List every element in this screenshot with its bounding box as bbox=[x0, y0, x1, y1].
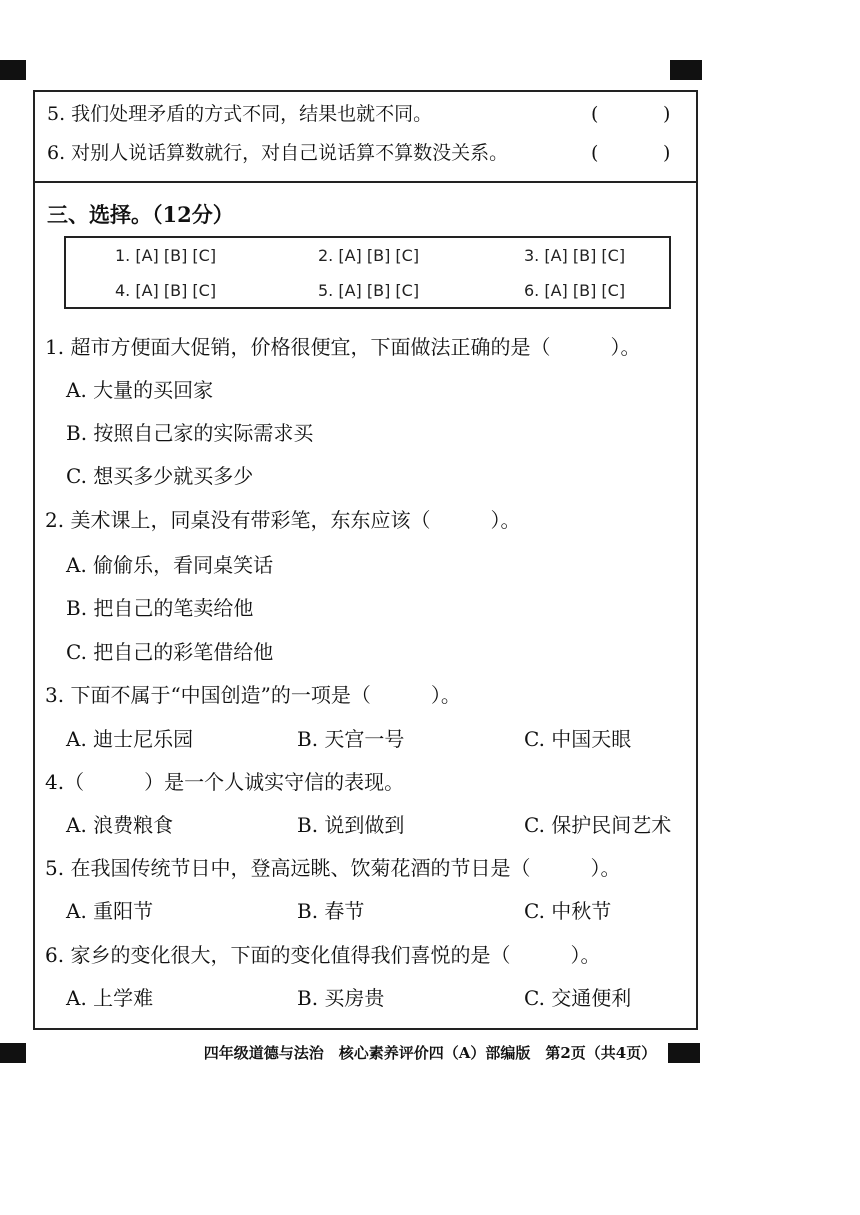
true-false-text: 6. 对别人说话算数就行，对自己说话算不算数没关系。 bbox=[47, 142, 509, 164]
true-false-text: 5. 我们处理矛盾的方式不同，结果也就不同。 bbox=[47, 103, 433, 125]
question-stem: 2. 美术课上，同桌没有带彩笔，东东应该（ ）。 bbox=[45, 508, 521, 532]
question-stem: 1. 超市方便面大促销，价格很便宜，下面做法正确的是（ ）。 bbox=[45, 335, 641, 359]
answer-paren-open: ( bbox=[591, 142, 599, 164]
question-option: B. 天宫一号 bbox=[297, 727, 405, 751]
question-stem: 4.（ ）是一个人诚实守信的表现。 bbox=[45, 770, 405, 794]
answer-bubble-row[interactable]: 4. [A] [B] [C] bbox=[115, 281, 217, 300]
question-option: A. 大量的买回家 bbox=[66, 378, 214, 402]
answer-bubble-row[interactable]: 1. [A] [B] [C] bbox=[115, 246, 217, 265]
answer-bubble-row[interactable]: 6. [A] [B] [C] bbox=[524, 281, 626, 300]
question-option: B. 说到做到 bbox=[297, 813, 405, 837]
answer-bubble-row[interactable]: 2. [A] [B] [C] bbox=[318, 246, 420, 265]
true-false-item bbox=[47, 139, 677, 167]
question-option: B. 按照自己家的实际需求买 bbox=[66, 421, 314, 445]
question-option: C. 交通便利 bbox=[524, 986, 632, 1010]
question-option: A. 重阳节 bbox=[66, 899, 154, 923]
answer-paren-close: ) bbox=[663, 142, 671, 164]
question-option: A. 迪士尼乐园 bbox=[66, 727, 194, 751]
question-option: C. 中秋节 bbox=[524, 899, 612, 923]
question-option: B. 买房贵 bbox=[297, 986, 385, 1010]
section-divider bbox=[33, 181, 698, 183]
question-option: C. 保护民间艺术 bbox=[524, 813, 672, 837]
question-option: B. 春节 bbox=[297, 899, 365, 923]
question-stem: 3. 下面不属于“中国创造”的一项是（ ）。 bbox=[45, 683, 461, 707]
page-footer: 四年级道德与法治 核心素养评价四（A）部编版 第2页（共4页） bbox=[203, 1044, 657, 1062]
question-option: C. 把自己的彩笔借给他 bbox=[66, 640, 274, 664]
question-stem: 6. 家乡的变化很大，下面的变化值得我们喜悦的是（ ）。 bbox=[45, 943, 601, 967]
answer-paren-close: ) bbox=[663, 103, 671, 125]
true-false-item bbox=[47, 100, 677, 128]
answer-bubble-row[interactable]: 3. [A] [B] [C] bbox=[524, 246, 626, 265]
question-option: A. 偷偷乐，看同桌笑话 bbox=[66, 553, 274, 577]
question-option: A. 上学难 bbox=[66, 986, 154, 1010]
section-title: 三、选择。（12分） bbox=[47, 202, 234, 227]
registration-mark-top-right bbox=[670, 60, 702, 80]
registration-mark-top-left bbox=[0, 60, 26, 80]
answer-bubble-row[interactable]: 5. [A] [B] [C] bbox=[318, 281, 420, 300]
question-option: A. 浪费粮食 bbox=[66, 813, 174, 837]
question-stem: 5. 在我国传统节日中，登高远眺、饮菊花酒的节日是（ ）。 bbox=[45, 856, 621, 880]
answer-paren-open: ( bbox=[591, 103, 599, 125]
question-option: C. 想买多少就买多少 bbox=[66, 464, 254, 488]
question-option: B. 把自己的笔卖给他 bbox=[66, 596, 254, 620]
question-option: C. 中国天眼 bbox=[524, 727, 632, 751]
